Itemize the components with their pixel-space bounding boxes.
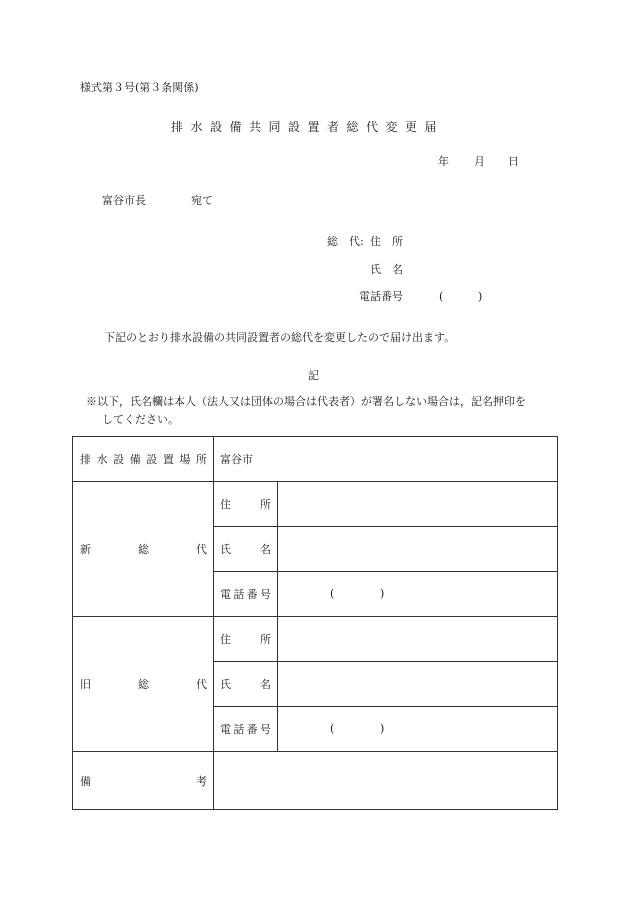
- notification-form-table: [72, 436, 558, 810]
- new-rep-label: 新 総 代: [80, 543, 207, 556]
- old-rep-name-label-cell: [214, 662, 278, 707]
- note-line-1: ※以下，氏名欄は本人（法人又は団体の場合は代表者）が署名しない場合は，記名押印を: [86, 395, 526, 408]
- note-line-2: してください。: [102, 413, 179, 426]
- new-rep-phone-paren-close: ): [380, 587, 385, 600]
- new-rep-phone-label: 電 話 番 号: [220, 588, 271, 601]
- new-rep-phone-paren-open: (: [330, 587, 335, 600]
- old-rep-address-label: 住 所: [220, 633, 271, 646]
- remarks-row: [73, 752, 558, 810]
- date-day-label: 日: [508, 155, 519, 168]
- remarks-field[interactable]: [214, 752, 558, 810]
- new-rep-name-label-cell: [214, 527, 278, 572]
- old-rep-phone-paren-close: ): [380, 722, 385, 735]
- old-rep-phone-label-cell: [214, 707, 278, 752]
- representative-address-label: 住 所: [370, 235, 403, 248]
- location-label-cell: [73, 437, 214, 482]
- ki-heading: 記: [308, 369, 319, 382]
- location-value: 富谷市: [220, 453, 253, 466]
- old-rep-name-label: 氏 名: [220, 678, 271, 691]
- new-rep-name-label: 氏 名: [220, 543, 271, 556]
- remarks-label: 備 考: [80, 774, 207, 788]
- document-title: 排水設備共同設置者総代変更届: [171, 120, 445, 134]
- representative-phone-paren-open: (: [439, 290, 444, 303]
- intro-text: 下記のとおり排水設備の共同設置者の総代を変更したので届け出ます。: [104, 331, 456, 344]
- new-rep-phone-label-cell: [214, 572, 278, 617]
- old-rep-phone-field[interactable]: [278, 707, 558, 752]
- new-rep-address-label: 住 所: [220, 498, 271, 511]
- new-rep-address-row: [73, 482, 558, 527]
- date-year-label: 年: [438, 155, 449, 168]
- new-rep-name-field[interactable]: [278, 527, 558, 572]
- old-rep-address-field[interactable]: [278, 617, 558, 662]
- representative-phone-paren-close: ): [478, 290, 483, 303]
- location-row: [73, 437, 558, 482]
- old-rep-phone-paren-open: (: [330, 722, 335, 735]
- old-rep-label: 旧 総 代: [80, 678, 207, 691]
- representative-phone-label: 電話番号: [359, 290, 403, 303]
- new-rep-address-field[interactable]: [278, 482, 558, 527]
- old-rep-name-field[interactable]: [278, 662, 558, 707]
- representative-label: 総 代:: [327, 235, 364, 248]
- location-value-cell[interactable]: [214, 437, 558, 482]
- new-rep-label-cell: [73, 482, 214, 617]
- addressee-suffix: 宛て: [191, 194, 213, 207]
- date-month-label: 月: [474, 155, 485, 168]
- representative-name-label: 氏 名: [370, 263, 403, 276]
- form-id: 様式第３号(第３条関係): [80, 81, 199, 94]
- old-rep-address-label-cell: [214, 617, 278, 662]
- remarks-label-cell: [73, 752, 214, 810]
- old-rep-address-row: [73, 617, 558, 662]
- addressee-name: 富谷市長: [102, 194, 146, 207]
- new-rep-phone-field[interactable]: [278, 572, 558, 617]
- old-rep-phone-label: 電 話 番 号: [220, 723, 271, 736]
- new-rep-address-label-cell: [214, 482, 278, 527]
- location-label: 排 水 設 備 設 置 場 所: [80, 453, 207, 466]
- old-rep-label-cell: [73, 617, 214, 752]
